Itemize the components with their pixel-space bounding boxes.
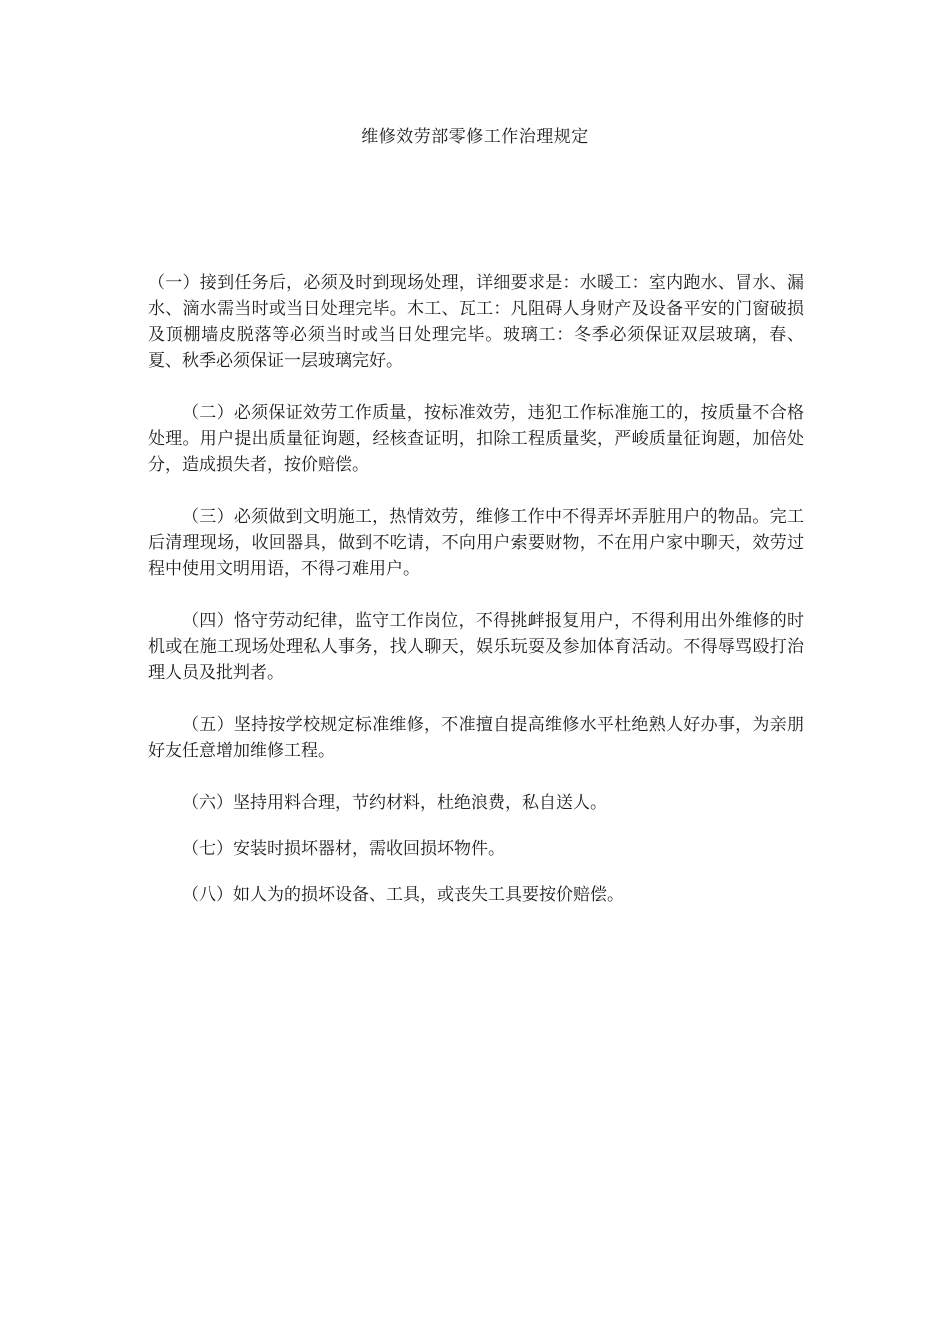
paragraph-5: （五）坚持按学校规定标准维修，不准擅自提高维修水平杜绝熟人好办事，为亲朋好友任意增加维修工程。 — [148, 715, 804, 761]
paragraph-4: （四）恪守劳动纪律，监守工作岗位，不得挑衅报复用户，不得利用出外维修的时机或在施工现场处理私人事务，找人聊天，娱乐玩耍及参加体育活动。不得辱骂殴打治理人员及批判者。 — [148, 611, 804, 683]
paragraph-2: （二）必须保证效劳工作质量，按标准效劳，违犯工作标准施工的，按质量不合格处理。用户提出质量征询题，经核查证明，扣除工程质量奖，严峻质量征询题，加倍处分，造成损失者，按价赔偿。 — [148, 403, 804, 475]
paragraph-3: （三）必须做到文明施工，热情效劳，维修工作中不得弄坏弄脏用户的物品。完工后清理现场，收回器具，做到不吃请，不向用户索要财物，不在用户家中聊天，效劳过程中使用文明用语，不得刁难用户。 — [148, 507, 804, 579]
paragraph-7: （七）安装时损坏器材，需收回损坏物件。 — [182, 839, 505, 859]
page-title: 维修效劳部零修工作治理规定 — [361, 127, 589, 147]
paragraph-6: （六）坚持用料合理，节约材料，杜绝浪费，私自送人。 — [182, 793, 607, 813]
paragraph-8: （八）如人为的损坏设备、工具，或丧失工具要按价赔偿。 — [182, 885, 624, 905]
document-body — [148, 270, 804, 928]
paragraph-1: （一）接到任务后，必须及时到现场处理，详细要求是：水暖工：室内跑水、冒水、漏水、滴水需当时或当日处理完毕。木工、瓦工：凡阻碍人身财产及设备平安的门窗破损及顶棚墙皮脱落等必须当时或当日处理完毕。玻璃工：冬季必须保证双层玻璃，春、夏、秋季必须保证一层玻璃完好。 — [148, 273, 804, 371]
